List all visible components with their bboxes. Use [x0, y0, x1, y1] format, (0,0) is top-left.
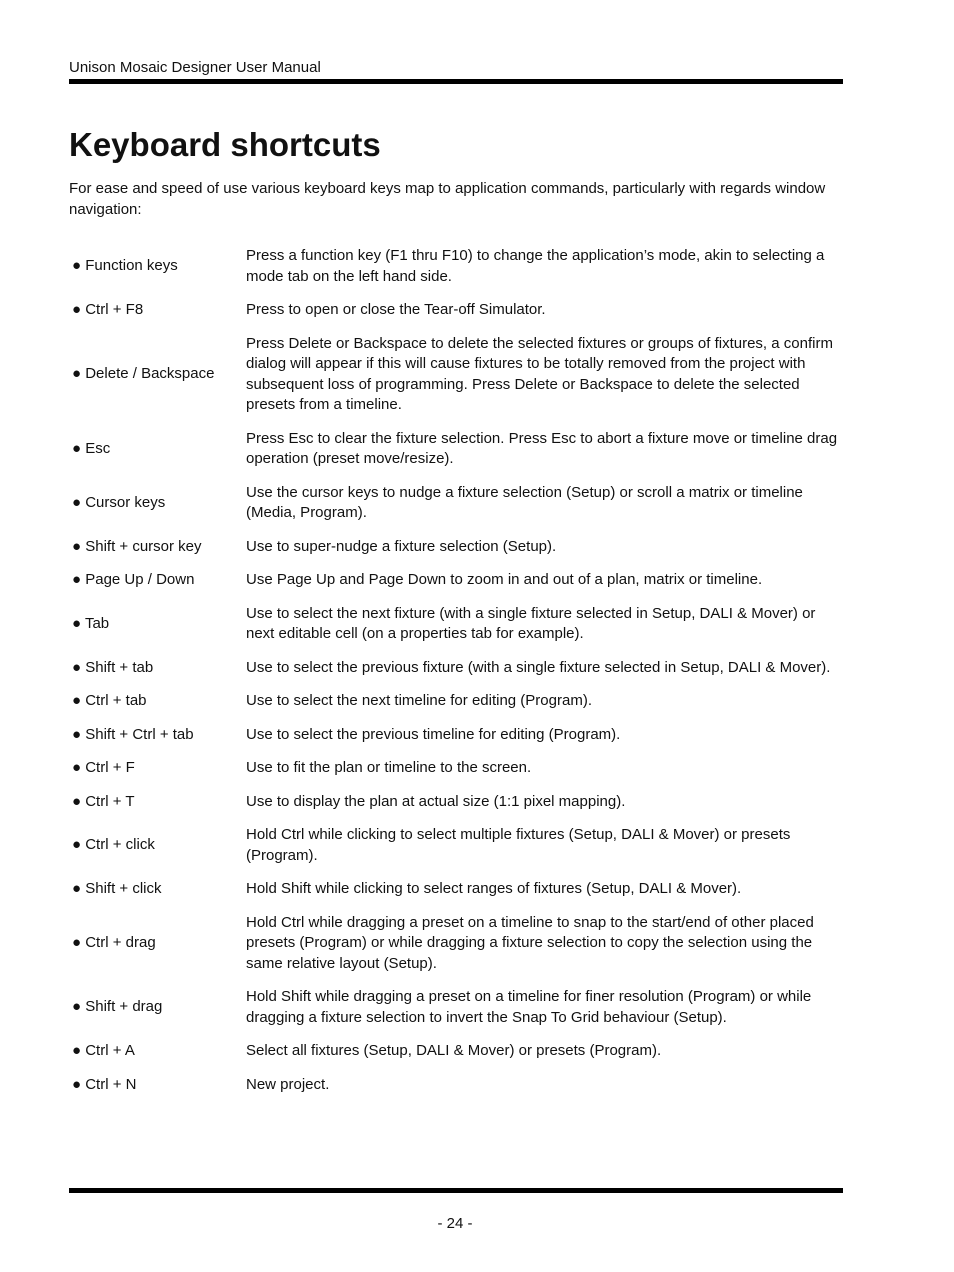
shortcut-key: ● Function keys [72, 257, 178, 275]
shortcut-row [69, 873, 843, 907]
shortcut-row [69, 1069, 843, 1103]
shortcut-description: Use the cursor keys to nudge a fixture selection (Setup) or scroll a matrix or timeline (Media, Program). [246, 483, 803, 521]
shortcut-key: ● Shift + click [72, 880, 162, 897]
manual-title: Unison Mosaic Designer User Manual [69, 59, 321, 76]
shortcut-key: ● Ctrl + F8 [72, 301, 144, 318]
shortcut-row [69, 786, 843, 820]
shortcut-key: ● Page Up / Down [72, 571, 195, 588]
shortcut-description: Use to select the previous timeline for editing (Program). [246, 725, 621, 743]
shortcut-key: ● Cursor keys [72, 493, 166, 511]
shortcut-key: ● Ctrl + F [72, 759, 135, 776]
shortcut-description: New project. [246, 1075, 330, 1093]
shortcut-row [69, 1035, 843, 1069]
shortcut-key: ● Ctrl + drag [72, 934, 156, 951]
header-rule [69, 79, 843, 84]
page-number: - 24 - [437, 1215, 473, 1232]
intro-paragraph: For ease and speed of use various keyboard keys map to application commands, particularly with regards window navigation: [69, 180, 826, 218]
footer-rule [69, 1188, 843, 1193]
shortcut-key: ● Shift + drag [72, 998, 163, 1016]
shortcut-description: Use to select the next timeline for editing (Program). [246, 692, 592, 709]
shortcut-description: Use to select the previous fixture (with a single fixture selected in Setup, DALI & Mover). [246, 658, 831, 676]
shortcut-description: Press Delete or Backspace to delete the selected fixtures or groups of fixtures, a confirm dialog will appear if this will cause fixtures to be totally removed from the project with subsequent loss of programming. Press Delete or Backspace to delete the selected presets from a timeline. [246, 334, 833, 413]
shortcut-description: Use to fit the plan or timeline to the screen. [246, 759, 532, 776]
shortcut-key: ● Ctrl + tab [72, 692, 147, 709]
shortcut-row [69, 598, 843, 652]
shortcut-description: Hold Shift while clicking to select ranges of fixtures (Setup, DALI & Mover). [246, 880, 742, 897]
shortcut-row [69, 652, 843, 686]
shortcut-key: ● Ctrl + click [72, 836, 155, 854]
shortcut-key: ● Tab [72, 614, 110, 632]
shortcut-row [69, 564, 843, 598]
shortcut-row [69, 423, 843, 477]
shortcut-row [69, 981, 843, 1035]
shortcut-row [69, 328, 843, 423]
shortcut-description: Use to super-nudge a fixture selection (Setup). [246, 537, 557, 555]
shortcut-key: ● Ctrl + T [72, 792, 135, 810]
shortcuts-table [69, 240, 843, 1102]
shortcut-description: Press a function key (F1 thru F10) to change the application’s mode, akin to selecting a mode tab on the left hand side. [246, 247, 825, 285]
shortcut-row [69, 719, 843, 753]
shortcut-row [69, 240, 843, 294]
shortcut-description: Press to open or close the Tear-off Simulator. [246, 301, 546, 318]
shortcut-key: ● Shift + Ctrl + tab [72, 725, 194, 743]
shortcut-row [69, 819, 843, 873]
shortcut-key: ● Ctrl + N [72, 1075, 137, 1093]
shortcut-row [69, 477, 843, 531]
shortcut-key: ● Delete / Backspace [72, 365, 215, 383]
shortcut-description: Hold Shift while dragging a preset on a timeline for finer resolution (Program) or while dragging a fixture selection to invert the Snap To Grid behaviour (Setup). [246, 988, 812, 1026]
shortcut-description: Use to select the next fixture (with a single fixture selected in Setup, DALI & Mover) or next editable cell (on a properties tab for example). [246, 604, 816, 642]
shortcut-row [69, 907, 843, 982]
shortcut-row [69, 531, 843, 565]
shortcut-description: Select all fixtures (Setup, DALI & Mover) or presets (Program). [246, 1042, 662, 1059]
shortcut-key: ● Ctrl + A [72, 1042, 135, 1059]
shortcut-row [69, 752, 843, 786]
shortcut-key: ● Shift + cursor key [72, 537, 202, 555]
shortcut-row [69, 685, 843, 719]
shortcut-row [69, 294, 843, 328]
shortcut-description: Use Page Up and Page Down to zoom in and out of a plan, matrix or timeline. [246, 571, 763, 588]
shortcut-key: ● Esc [72, 439, 111, 457]
shortcut-key: ● Shift + tab [72, 658, 154, 676]
shortcut-description: Hold Ctrl while dragging a preset on a timeline to snap to the start/end of other placed presets (Program) or while dragging a fixture selection to copy the selection using the same relative layout (Setup). [246, 913, 814, 972]
shortcut-description: Use to display the plan at actual size (1:1 pixel mapping). [246, 792, 626, 810]
page-title: Keyboard shortcuts [69, 126, 381, 163]
shortcut-description: Hold Ctrl while clicking to select multiple fixtures (Setup, DALI & Mover) or presets (Program). [246, 826, 791, 864]
shortcut-description: Press Esc to clear the fixture selection. Press Esc to abort a fixture move or timeline drag operation (preset move/resize). [246, 429, 838, 467]
